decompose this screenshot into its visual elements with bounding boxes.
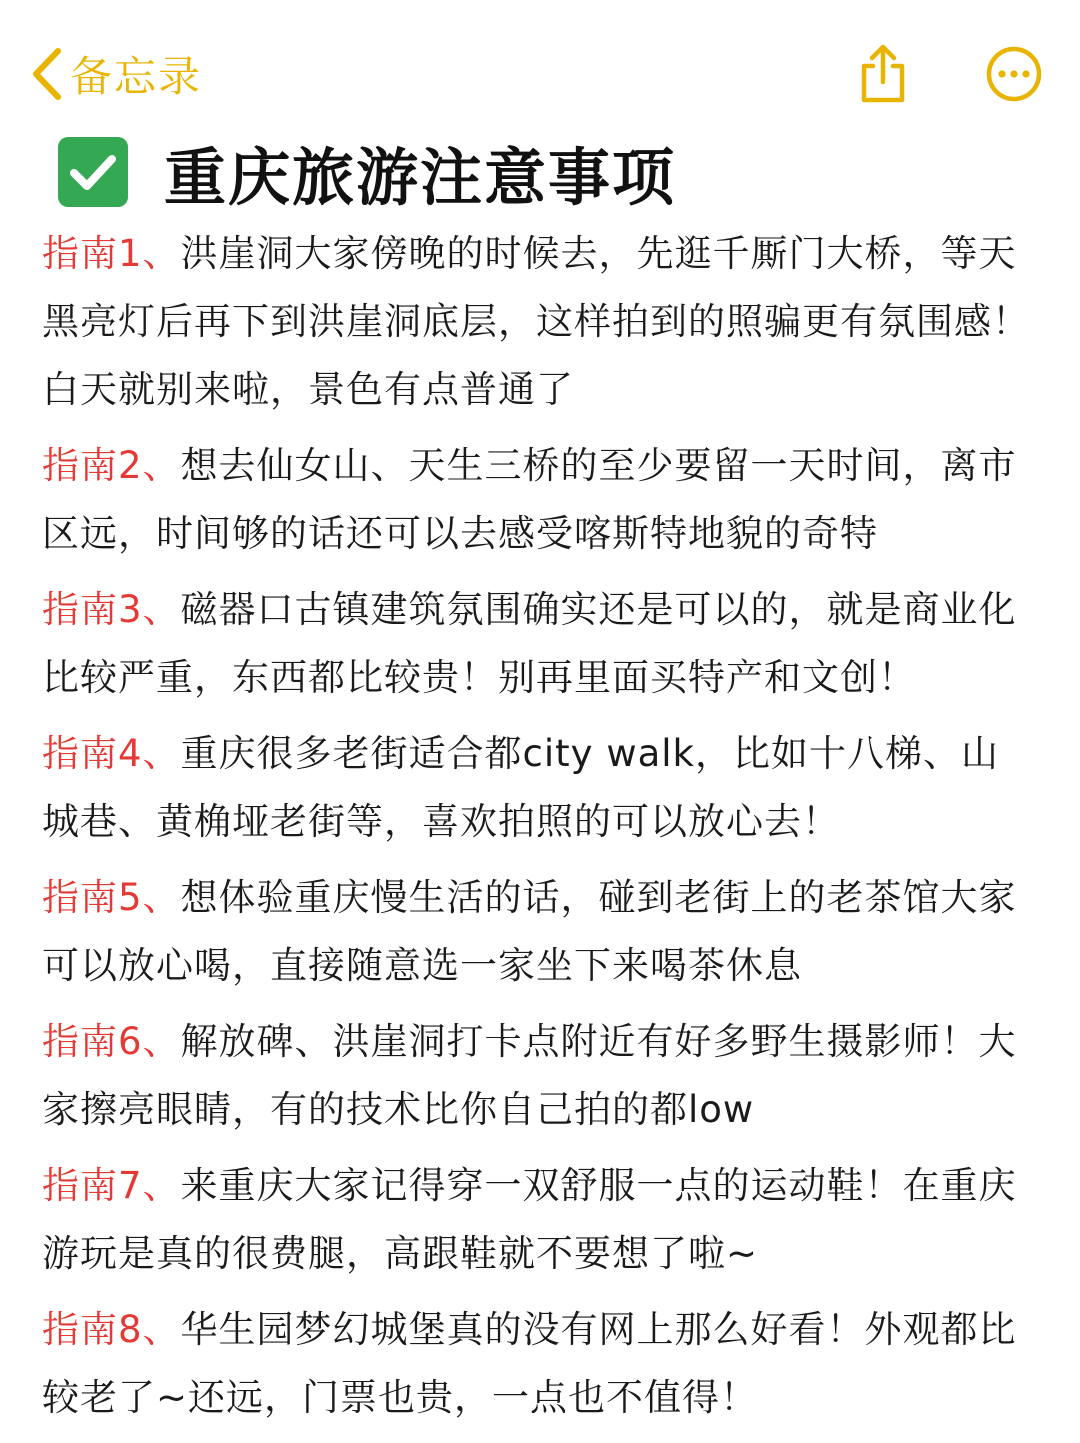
top-bar — [0, 0, 1080, 130]
tip-text: 华生园梦幻城堡真的没有网上那么好看！外观都比较老了~还远，门票也贵，一点也不值得！ — [42, 1308, 1017, 1419]
note-title-row — [58, 132, 676, 212]
tip-item — [42, 1296, 1032, 1432]
tip-item — [42, 220, 1032, 424]
tip-text: 洪崖洞大家傍晚的时候去，先逛千厮门大桥，等天黑亮灯后再下到洪崖洞底层，这样拍到的照骗更有氛围感！白天就别来啦，景色有点普通了 — [42, 232, 1030, 411]
tip-item — [42, 1008, 1032, 1144]
tip-label: 指南6、 — [42, 1020, 181, 1063]
tip-text: 解放碑、洪崖洞打卡点附近有好多野生摄影师！大家擦亮眼睛，有的技术比你自己拍的都low — [42, 1020, 1017, 1131]
tips-list — [42, 220, 1032, 1440]
check-mark-icon — [58, 137, 128, 207]
back-button[interactable] — [30, 44, 202, 104]
chevron-left-icon — [30, 47, 64, 101]
note-title: 重庆旅游注意事项 — [164, 140, 677, 214]
share-button[interactable] — [856, 44, 910, 104]
tip-label: 指南2、 — [42, 444, 181, 487]
tip-text: 重庆很多老街适合都city walk，比如十八梯、山城巷、黄桷垭老街等，喜欢拍照的可以放心去！ — [42, 732, 999, 843]
tip-label: 指南4、 — [42, 732, 181, 775]
tip-label: 指南3、 — [42, 588, 181, 631]
tip-item — [42, 720, 1032, 856]
tip-text: 磁器口古镇建筑氛围确实还是可以的，就是商业化比较严重，东西都比较贵！别再里面买特产和文创！ — [42, 588, 1017, 699]
tip-label: 指南5、 — [42, 876, 181, 919]
more-icon — [984, 89, 1044, 108]
tip-item — [42, 1152, 1032, 1288]
tip-item — [42, 576, 1032, 712]
tip-label: 指南1、 — [42, 232, 181, 275]
share-icon — [856, 89, 910, 108]
tip-label: 指南7、 — [42, 1164, 181, 1207]
tip-item — [42, 864, 1032, 1000]
tip-item — [42, 432, 1032, 568]
more-button[interactable] — [984, 44, 1044, 104]
tip-label: 指南8、 — [42, 1308, 181, 1351]
tip-text: 想体验重庆慢生活的话，碰到老街上的老茶馆大家可以放心喝，直接随意选一家坐下来喝茶休息 — [42, 876, 1017, 987]
tip-text: 来重庆大家记得穿一双舒服一点的运动鞋！在重庆游玩是真的很费腿，高跟鞋就不要想了啦~ — [42, 1164, 1017, 1275]
back-label: 备忘录 — [70, 52, 203, 101]
tip-text: 想去仙女山、天生三桥的至少要留一天时间，离市区远，时间够的话还可以去感受喀斯特地貌的奇特 — [42, 444, 1017, 555]
